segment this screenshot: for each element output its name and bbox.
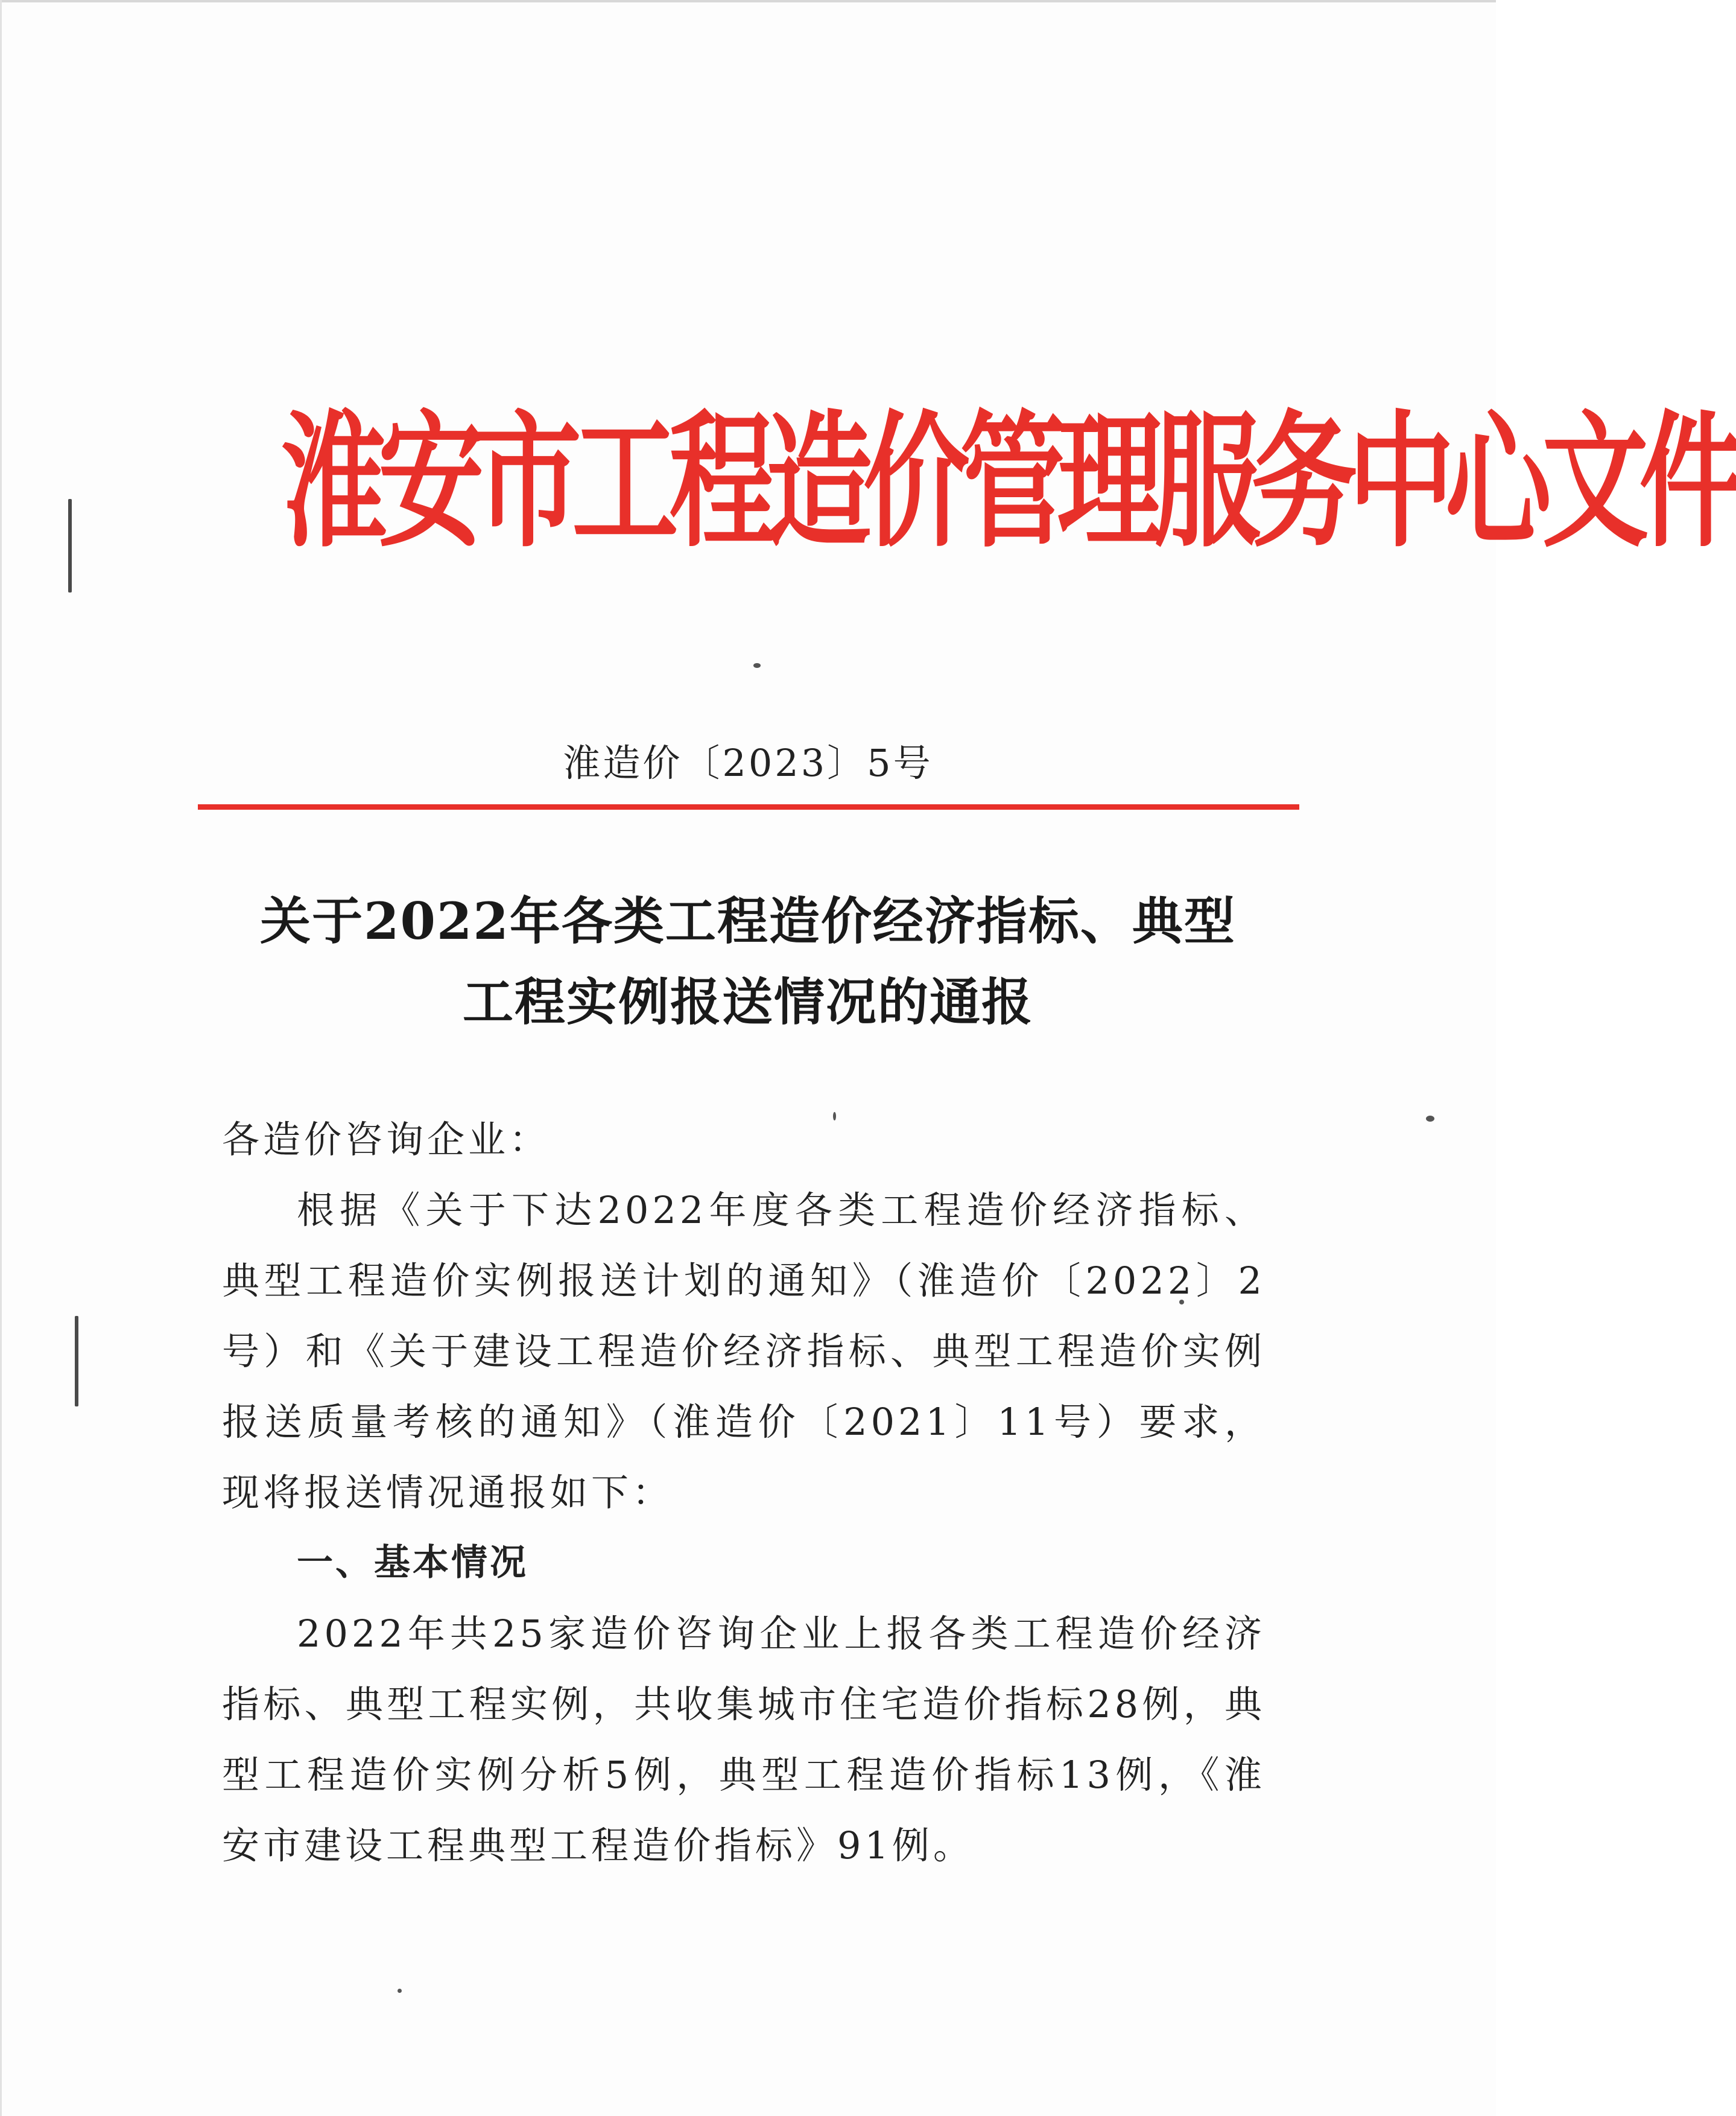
masthead-title: 淮安市工程造价管理服务中心文件 (281, 398, 1736, 568)
document-body (222, 1104, 1266, 1881)
scan-speck (398, 1989, 402, 1993)
document-title (181, 881, 1315, 1043)
scan-edge-top (0, 0, 1496, 2)
red-divider-line (198, 804, 1299, 810)
section-heading-1: 一、基本情况 (297, 1542, 528, 1584)
binding-mark (68, 499, 72, 593)
scan-speck (753, 663, 761, 668)
scan-edge-left (0, 0, 2, 2116)
title-line-2: 工程实例报送情况的通报 (462, 972, 1033, 1032)
salutation: 各造价咨询企业： (222, 1117, 551, 1161)
body-paragraph-2: 2022年共25家造价咨询企业上报各类工程造价经济指标、典型工程实例，共收集城市住宅造价指标28例，典型工程造价实例分析5例，典型工程造价指标13例，《淮安市建设工程典型工程造价指标》91例。 (222, 1612, 1266, 1867)
title-line-1: 关于2022年各类工程造价经济指标、典型 (260, 891, 1236, 951)
binding-mark (75, 1316, 78, 1406)
body-paragraph-1: 根据《关于下达2022年度各类工程造价经济指标、典型工程造价实例报送计划的通知》（淮造价〔2022〕2号）和《关于建设工程造价经济指标、典型工程造价实例报送质量考核的通知》（淮造价〔2021〕11号）要求，现将报送情况通报如下： (222, 1188, 1266, 1514)
scan-speck (1426, 1116, 1434, 1122)
document-number: 淮造价〔2023〕5号 (563, 741, 933, 785)
